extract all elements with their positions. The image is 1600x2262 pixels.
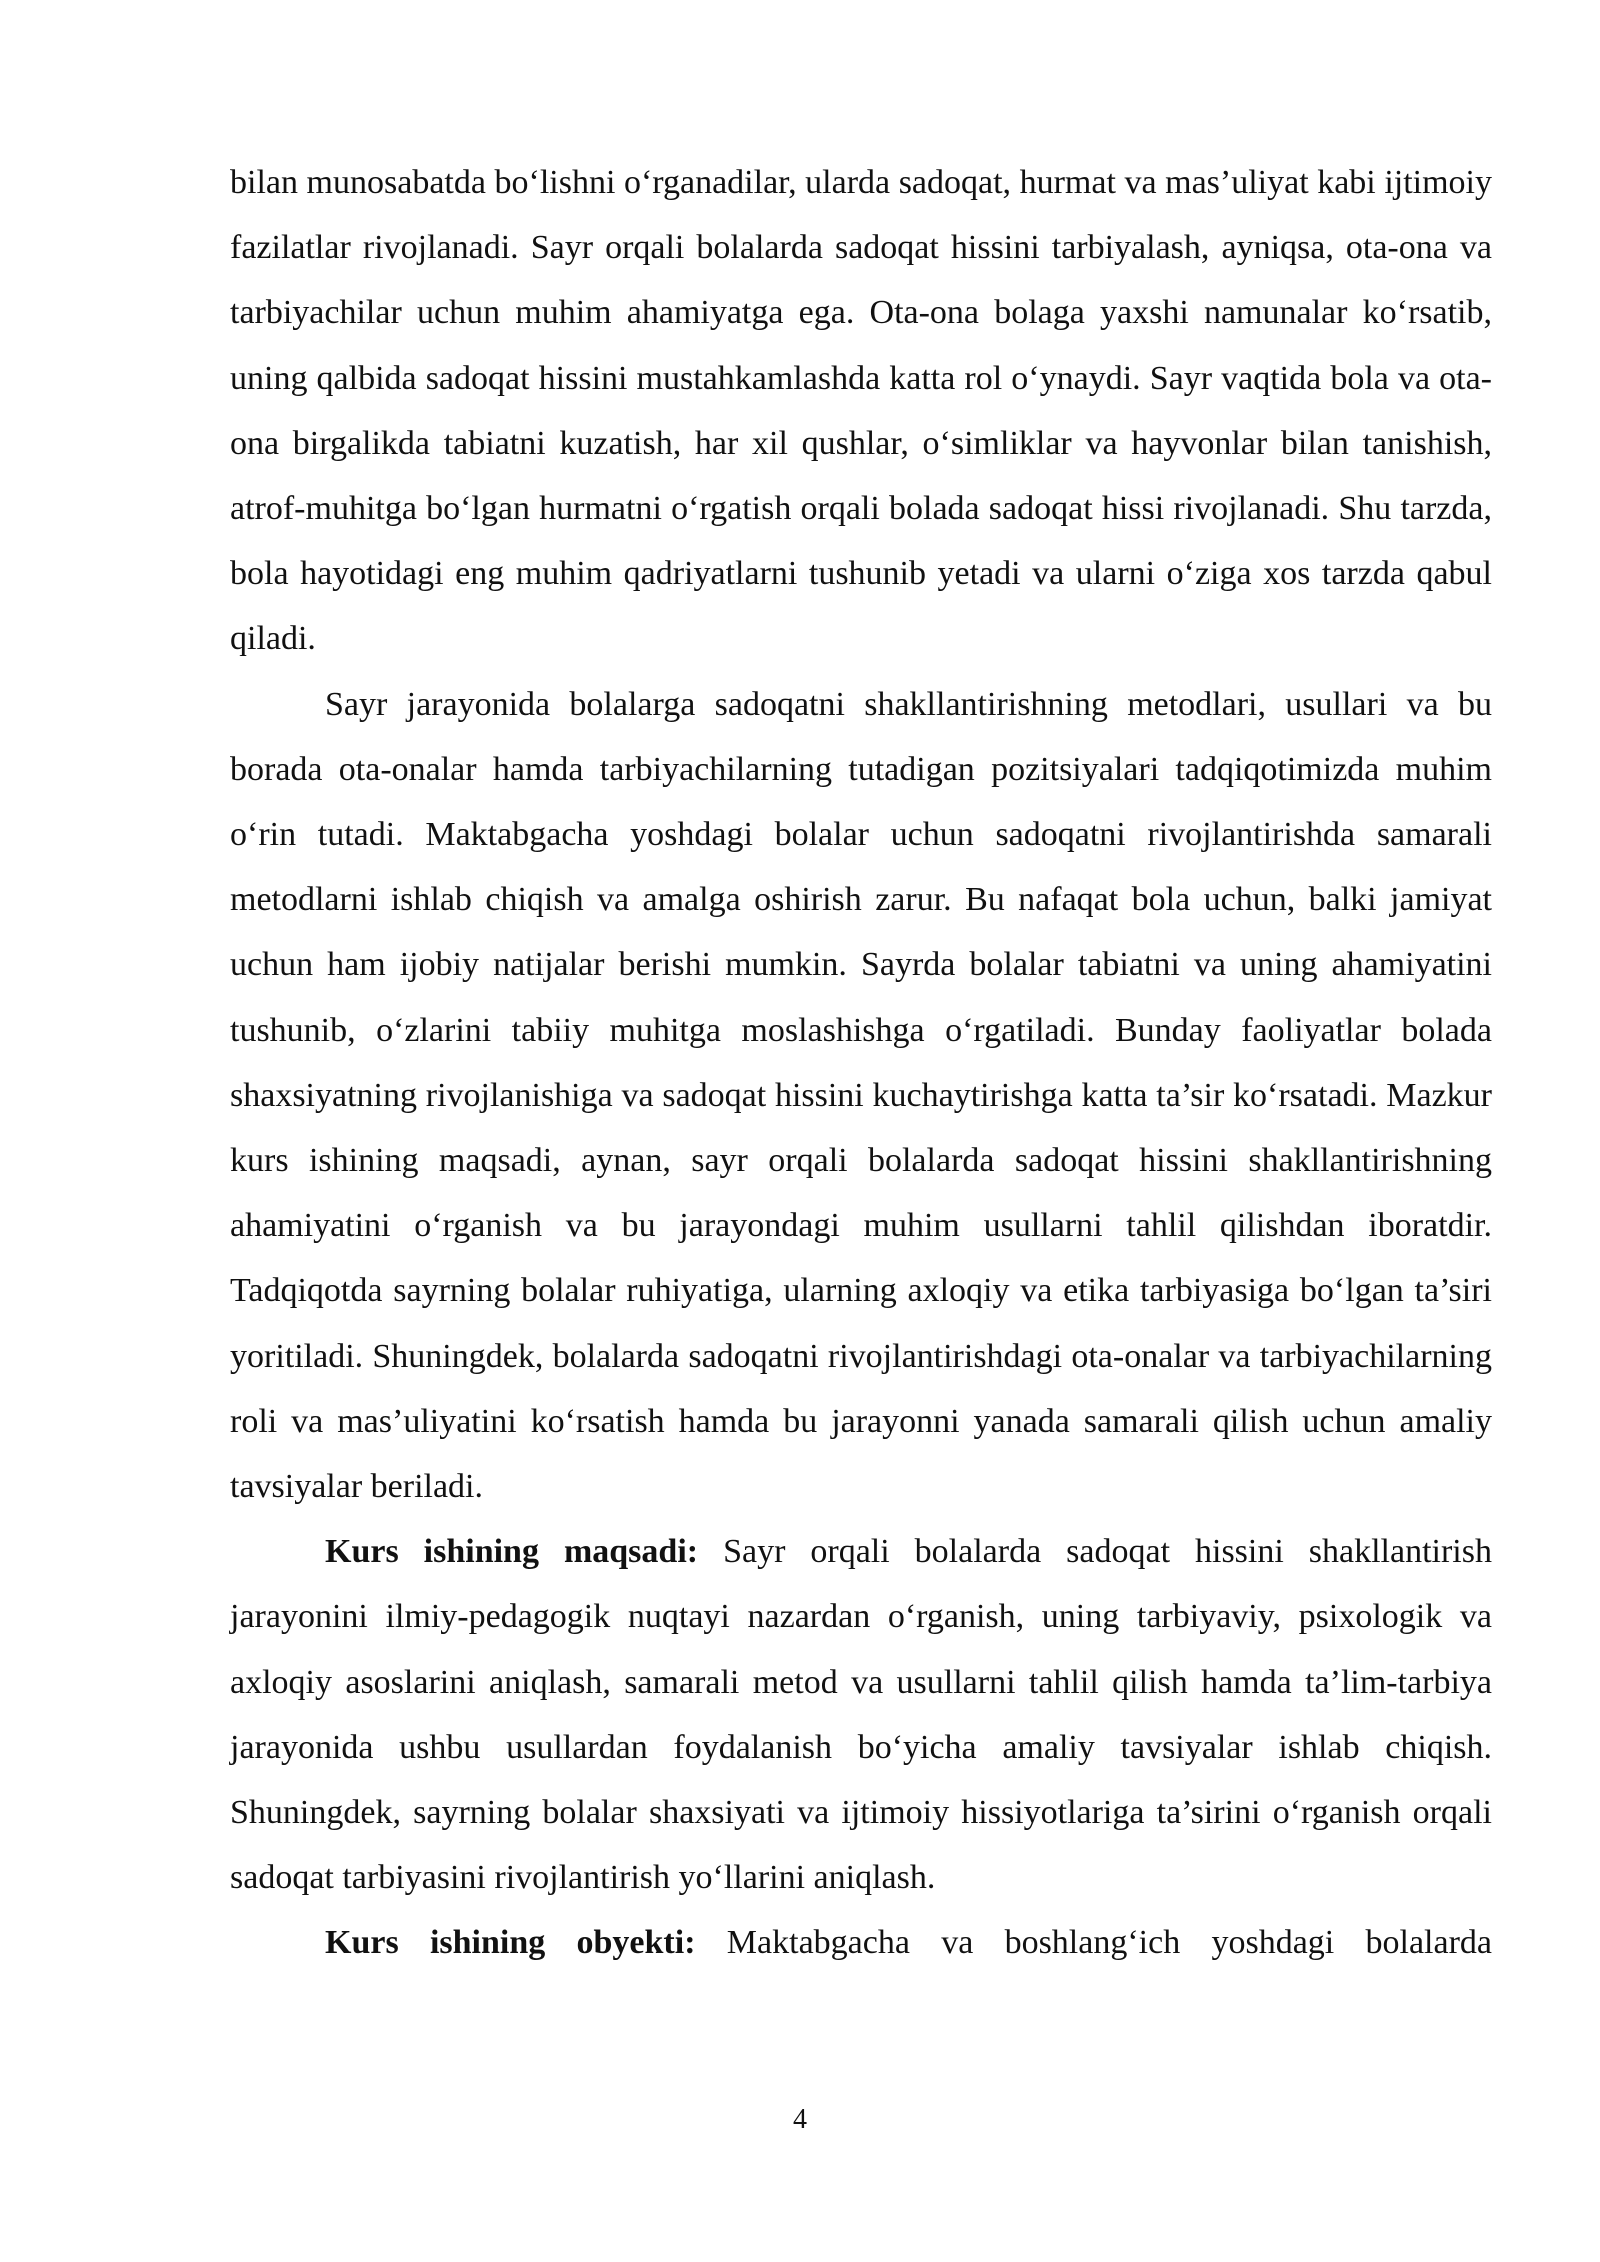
- paragraph-text: Maktabgacha va boshlang‘ich yoshdagi bolalarda: [695, 1924, 1492, 1962]
- paragraph-kurs-obyekti: [230, 1910, 1492, 1975]
- body-text: [230, 150, 1492, 1976]
- paragraph-sayr-jarayonida: [230, 672, 1492, 1520]
- paragraph-text: bilan munosabatda bo‘lishni o‘rganadilar, ularda sadoqat, hurmat va mas’uliyat kabi ijtimoiy fazilatlar rivojlanadi. Sayr orqali bolalarda sadoqat hissini tarbiyalash, ayniqsa, ota-ona va tarbiyachilar uchun muhim ahamiyatga ega. Ota-ona bolaga yaxshi namunalar ko‘rsatib, uning qalbida sadoqat hissini mustahkamlashda katta rol o‘ynaydi. Sayr vaqtida bola va ota-ona birgalikda tabiatni kuzatish, har xil qushlar, o‘simliklar va hayvonlar bilan tanishish, atrof-muhitga bo‘lgan hurmatni o‘rgatish orqali bolada sadoqat hissi rivojlanadi. Shu tarzda, bola hayotidagi eng muhim qadriyatlarni tushunib yetadi va ularni o‘ziga xos tarzda qabul qiladi.: [230, 164, 1492, 658]
- paragraph-heading: Kurs ishining obyekti:: [325, 1924, 696, 1962]
- page-number: 4: [793, 2104, 807, 2135]
- paragraph-text: Sayr orqali bolalarda sadoqat hissini shakllantirish jarayonini ilmiy-pedagogik nuqtayi nazardan o‘rganish, uning tarbiyaviy, psixologik va axloqiy asoslarini aniqlash, samarali metod va usullarni tahlil qilish hamda ta’lim-tarbiya jarayonida ushbu usullardan foydalanish bo‘yicha amaliy tavsiyalar ishlab chiqish. Shuningdek, sayrning bolalar shaxsiyati va ijtimoiy hissiyotlariga ta’sirini o‘rganish orqali sadoqat tarbiyasini rivojlantirish yo‘llarini aniqlash.: [230, 1533, 1492, 1897]
- paragraph-kurs-maqsadi: [230, 1519, 1492, 1910]
- paragraph-text: Sayr jarayonida bolalarga sadoqatni shakllantirishning metodlari, usullari va bu borada ota-onalar hamda tarbiyachilarning tutadigan pozitsiyalari tadqiqotimizda muhim o‘rin tutadi. Maktabgacha yoshdagi bolalar uchun sadoqatni rivojlantirishda samarali metodlarni ishlab chiqish va amalga oshirish zarur. Bu nafaqat bola uchun, balki jamiyat uchun ham ijobiy natijalar berishi mumkin. Sayrda bolalar tabiatni va uning ahamiyatini tushunib, o‘zlarini tabiiy muhitga moslashishga o‘rgatiladi. Bunday faoliyatlar bolada shaxsiyatning rivojlanishiga va sadoqat hissini kuchaytirishga katta ta’sir ko‘rsatadi. Mazkur kurs ishining maqsadi, aynan, sayr orqali bolalarda sadoqat hissini shakllantirishning ahamiyatini o‘rganish va bu jarayondagi muhim usullarni tahlil qilishdan iboratdir. Tadqiqotda sayrning bolalar ruhiyatiga, ularning axloqiy va etika tarbiyasiga bo‘lgan ta’siri yoritiladi. Shuningdek, bolalarda sadoqatni rivojlantirishdagi ota-onalar va tarbiyachilarning roli va mas’uliyatini ko‘rsatish hamda bu jarayonni yanada samarali qilish uchun amaliy tavsiyalar beriladi.: [230, 685, 1492, 1506]
- paragraph-continuation: [230, 150, 1492, 672]
- paragraph-heading: Kurs ishining maqsadi:: [325, 1533, 699, 1571]
